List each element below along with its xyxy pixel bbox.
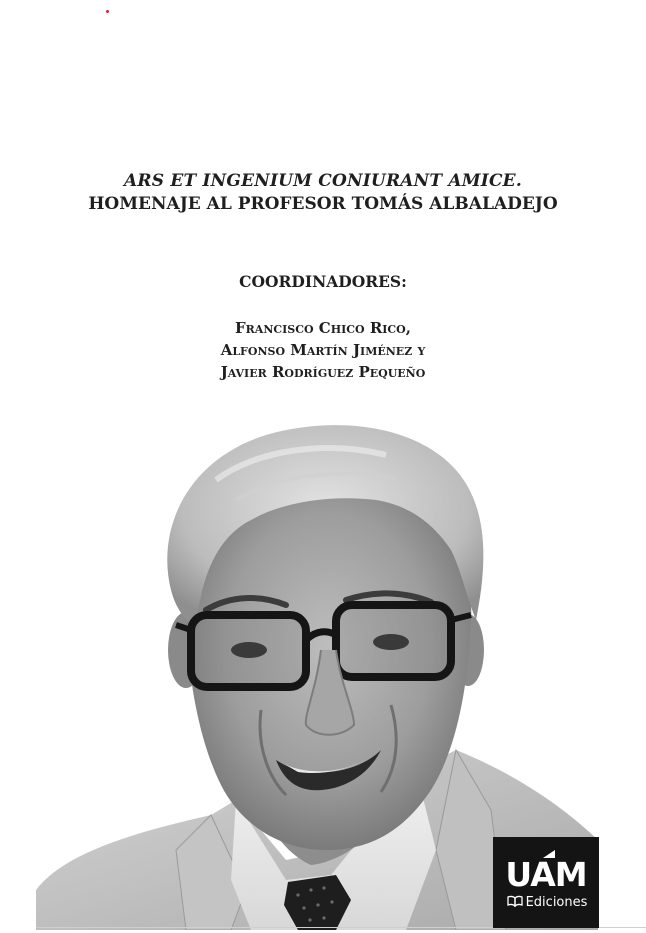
publisher-logo (493, 837, 599, 928)
coordinator-name-1: Francisco Chico Rico, (235, 319, 411, 337)
eye-right (373, 634, 409, 650)
logo-subtitle (497, 895, 597, 911)
coordinators-heading: COORDINADORES: (239, 272, 407, 291)
open-book-icon (507, 895, 523, 907)
logo-mark: UAM (505, 855, 587, 894)
book-title (0, 170, 646, 216)
coordinators-list (0, 317, 646, 383)
coordinator-name-3: Javier Rodríguez Pequeño (220, 363, 426, 381)
coordinator-name-2: Alfonso Martín Jiménez y (220, 341, 426, 359)
eye-left (231, 642, 267, 658)
title-line-2: HOMENAJE AL PROFESOR TOMÁS ALBALADEJO (88, 194, 558, 214)
logo-subtitle-text: Ediciones (525, 895, 588, 910)
red-dot-mark (106, 10, 109, 13)
title-line-1: ARS ET INGENIUM CONIURANT AMICE. (124, 171, 522, 191)
